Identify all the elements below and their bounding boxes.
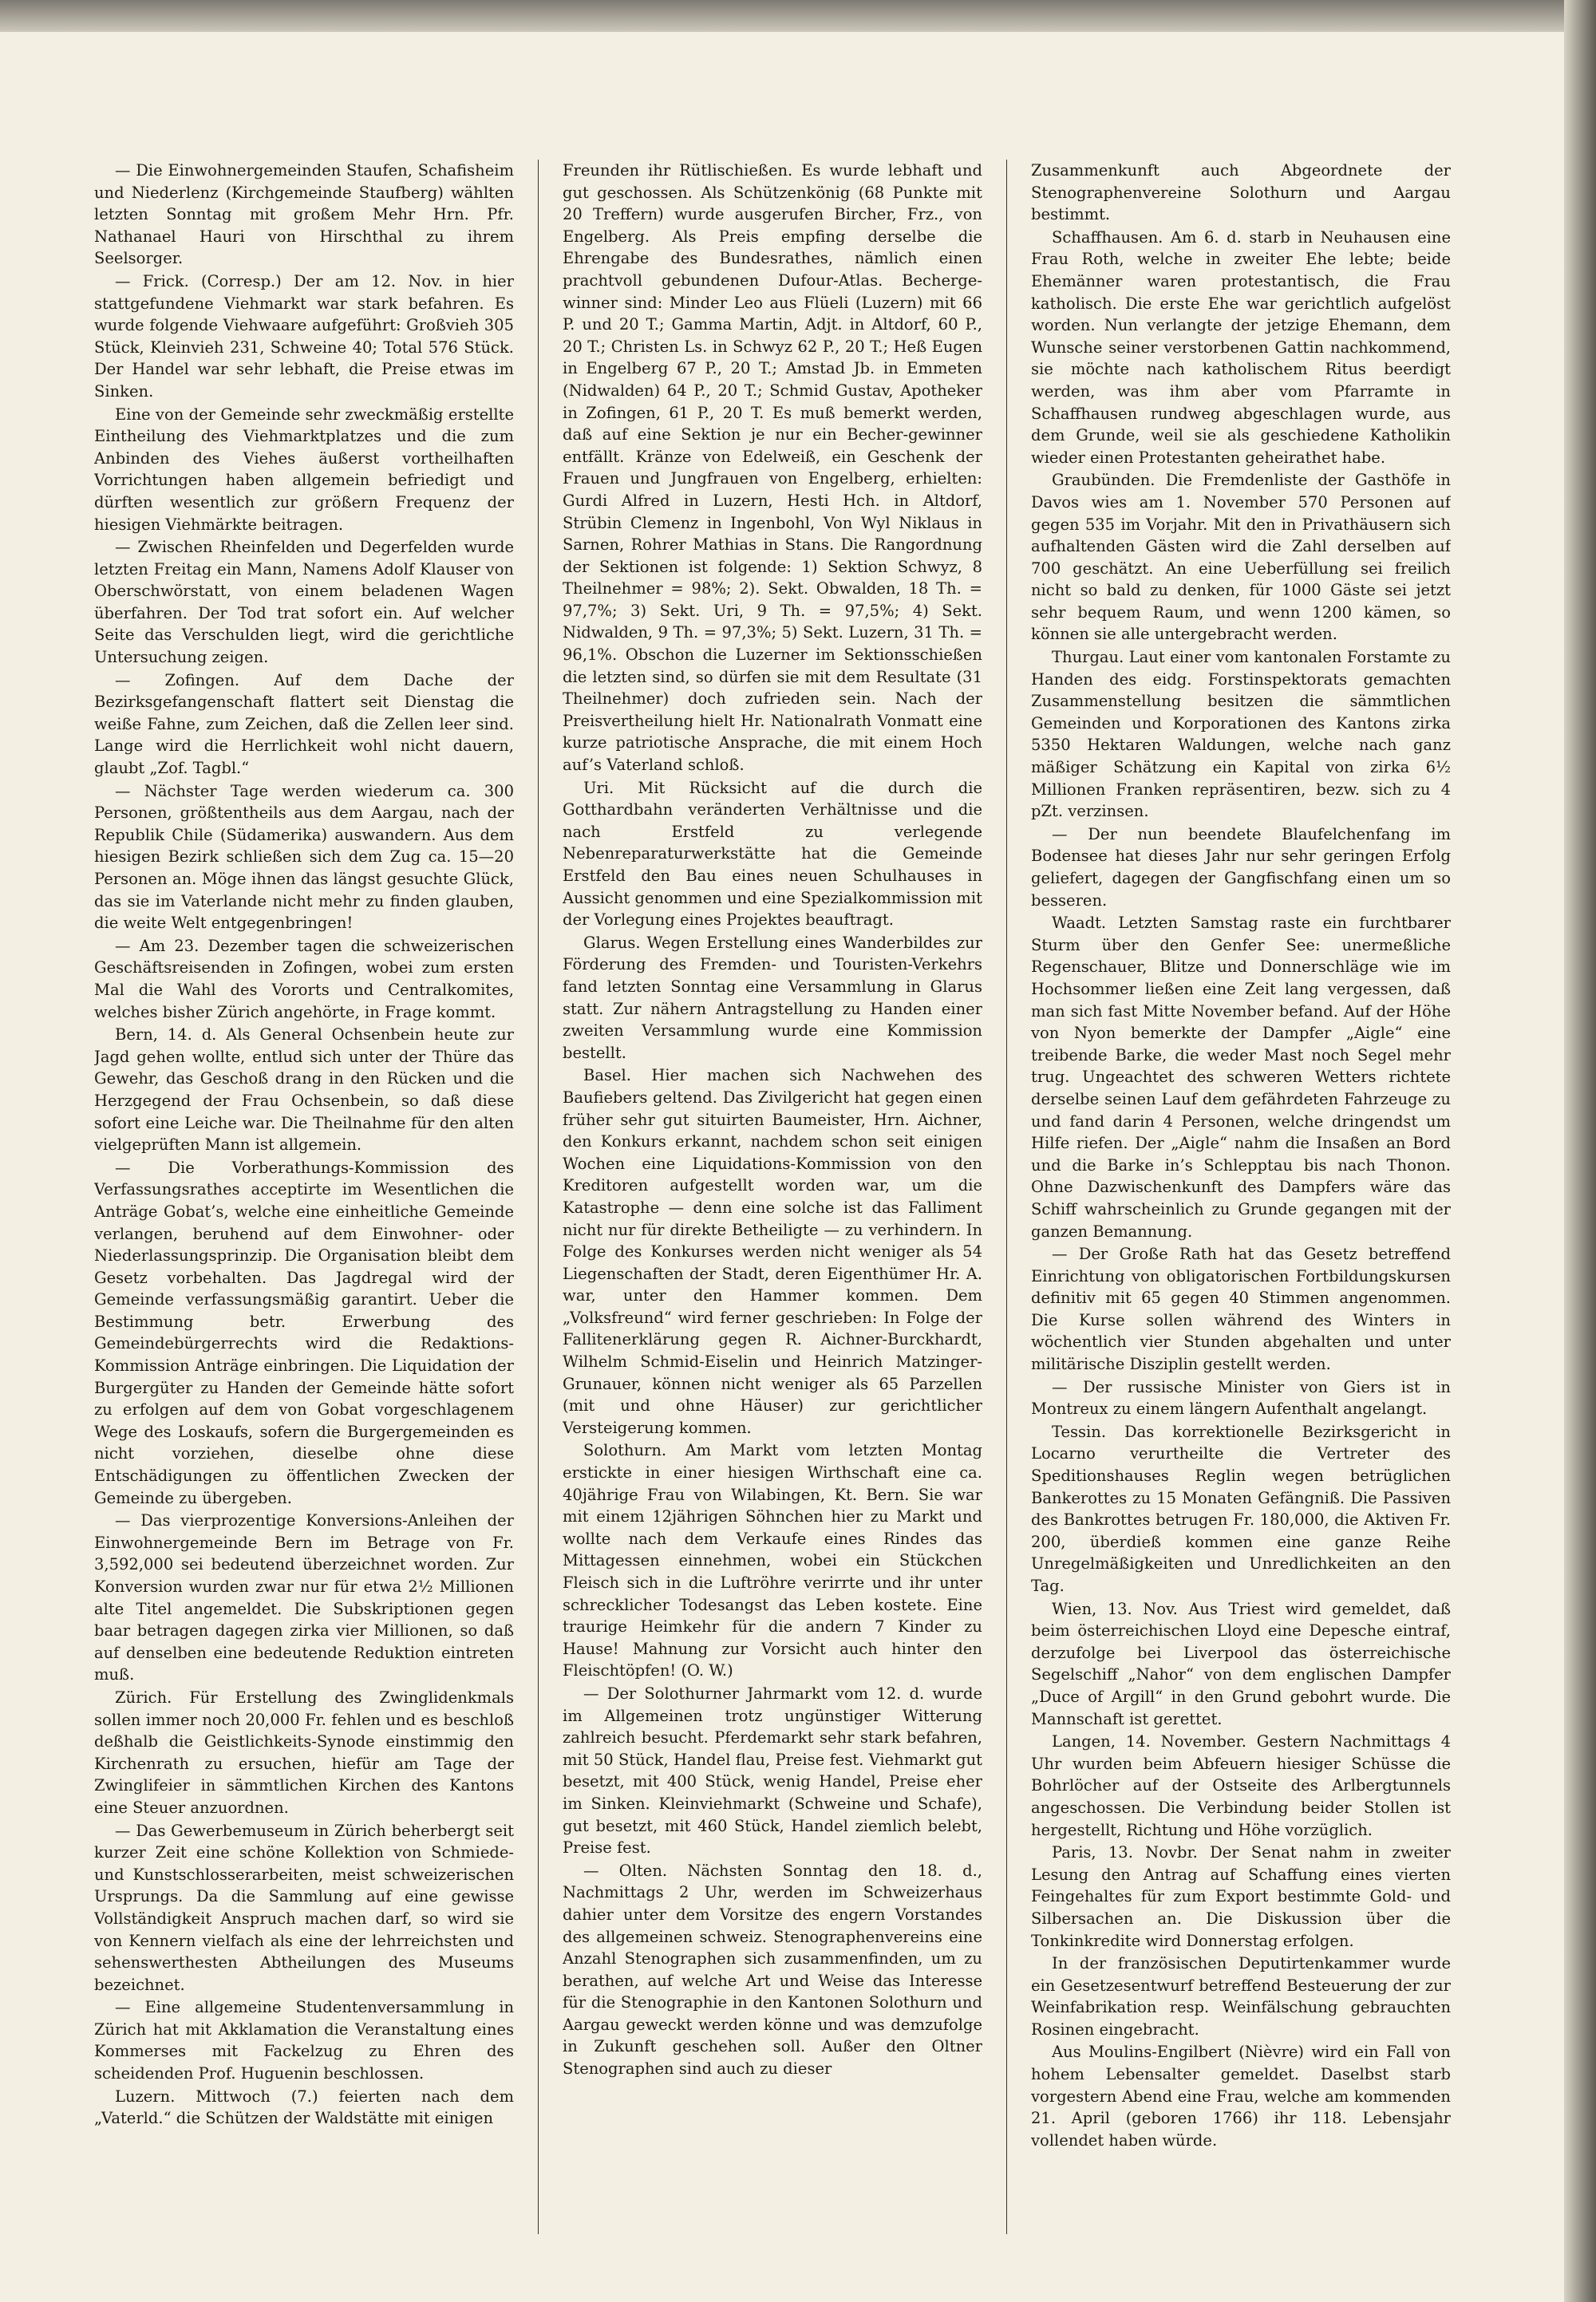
article-paragraph: Wien, 13. Nov. Aus Triest wird gemeldet, daß beim österreichischen Lloyd eine Depesche eintraf, derzufolge bei Liverpool das österreichische Segelschiff „Nahor“ von dem englischen Dampfer „Duce of Argill“ in den Grund gebohrt wurde. Die Mannschaft ist gerettet.: [1031, 1599, 1451, 1728]
article-paragraph: — Zofingen. Auf dem Dache der Bezirksgefangenschaft flattert seit Dienstag die weiße Fahne, zum Zeichen, daß die Zellen leer sind. Lange wird die Herrlichkeit wohl nicht dauern, glaubt „Zof. Tagbl.“: [94, 670, 514, 778]
article-paragraph: In der französischen Deputirtenkammer wurde ein Gesetzesentwurf betreffend Besteuerung der zur Weinfabrikation resp. Weinfälschung gebrauchten Rosinen eingebracht.: [1031, 1954, 1451, 2039]
article-paragraph: — Die Vorberathungs-Kommission des Verfassungsrathes acceptirte im Wesentlichen die Anträge Gobat’s, welche eine einheitliche Gemeinde verlangen, beruhend auf dem Einwohner- oder Niederlassungsprinzip. Die Organisation bleibt dem Gesetz vorbehalten. Das Jagdregal wird der Gemeinde verfassungsmäßig garantirt. Ueber die Bestimmung betr. Erwerbung des Gemeindebürgerrechts wird die Redaktions-Kommission Anträge einbringen. Die Liquidation der Burgergüter zu Handen der Gemeinde hätte sofort zu erfolgen auf dem von Gobat vorgeschlagenem Wege des Loskaufs, sofern die Burgergemeinden es nicht vorziehen, dieselbe ohne diese Entschädigungen zu öffentlichen Zwecken der Gemeinde zu übergeben.: [94, 1158, 514, 1507]
article-paragraph: Luzern. Mittwoch (7.) feierten nach dem „Vaterld.“ die Schützen der Waldstätte mit einigen: [94, 2087, 514, 2128]
article-paragraph: — Der russische Minister von Giers ist in Montreux zu einem längern Aufenthalt angelangt.: [1031, 1377, 1451, 1419]
article-paragraph: Freunden ihr Rütlischießen. Es wurde lebhaft und gut geschossen. Als Schützenkönig (68 Punkte mit 20 Treffern) wurde ausgerufen Bircher, Frz., von Engelberg. Als Preis empfing derselbe die Ehrengabe des Bundesrathes, nämlich einen prachtvoll gebundenen Dufour-Atlas. Becherge-winner sind: Minder Leo aus Flüeli (Luzern) mit 66 P. und 20 T.; Gamma Martin, Adjt. in Altdorf, 60 P., 20 T.; Christen Ls. in Schwyz 62 P., 20 T.; Heß Eugen in Engelberg 67 P., 20 T.; Amstad Jb. in Emmeten (Nidwalden) 64 P., 20 T.; Schmid Gustav, Apotheker in Zofingen, 61 P., 20 T. Es muß bemerkt werden, daß auf eine Sektion je nur ein Becher-gewinner entfällt. Kränze von Edelweiß, ein Geschenk der Frauen und Jungfrauen von Engelberg, erhielten: Gurdi Alfred in Luzern, Hesti Hch. in Altdorf, Strübin Clemenz in Ingenbohl, Von Wyl Niklaus in Sarnen, Rohrer Mathias in Stans. Die Rangordnung der Sektionen ist folgende: 1) Sektion Schwyz, 8 Theilnehmer = 98%; 2). Sekt. Obwalden, 18 Th. = 97,7%; 3) Sekt. Uri, 9 Th. = 97,5%; 4) Sekt. Nidwalden, 9 Th. = 97,3%; 5) Sekt. Luzern, 31 Th. = 96,1%. Obschon die Luzerner im Sektionsschießen die letzten sind, so dürfen sie mit dem Resultate (31 Theilnehmer) doch zufrieden sein. Nach der Preisvertheilung hielt Hr. Nationalrath Vonmatt eine kurze patriotische Ansprache, die mit einem Hoch auf’s Vaterland schloß.: [563, 161, 982, 775]
scan-top-edge: [0, 0, 1596, 32]
column-3: [1031, 160, 1451, 2234]
article-paragraph: Graubünden. Die Fremdenliste der Gasthöfe in Davos wies am 1. November 570 Personen auf gegen 535 im Vorjahr. Mit den in Privathäusern sich aufhaltenden Gästen wird die Zahl derselben auf 700 geschätzt. An eine Ueberfüllung sei freilich nicht so bald zu denken, für 1000 Gäste sei jetzt sehr bequem Raum, und wenn 1200 kämen, so können sie alle untergebracht werden.: [1031, 471, 1451, 644]
article-paragraph: Glarus. Wegen Erstellung eines Wanderbildes zur Förderung des Fremden- und Touristen-Verkehrs fand letzten Sonntag eine Versammlung in Glarus statt. Zur nähern Antragstellung zu Handen einer zweiten Versammlung wurde eine Kommission bestellt.: [563, 933, 982, 1062]
scan-right-edge: [1564, 0, 1596, 2302]
article-paragraph: — Eine allgemeine Studentenversammlung in Zürich hat mit Akklamation die Veranstaltung eines Kommerses mit Fackelzug zu Ehren des scheidenden Prof. Huguenin beschlossen.: [94, 1998, 514, 2083]
article-paragraph: Zürich. Für Erstellung des Zwinglidenkmals sollen immer noch 20,000 Fr. fehlen und es beschloß deßhalb die Geistlichkeits-Synode einstimmig den Kirchenrath zu ersuchen, hiefür am Tage der Zwinglifeier in sämmtlichen Kirchen des Kantons eine Steuer anzuordnen.: [94, 1688, 514, 1817]
column-divider: [1006, 160, 1007, 2234]
article-paragraph: — Zwischen Rheinfelden und Degerfelden wurde letzten Freitag ein Mann, Namens Adolf Klauser von Oberschwörstatt, von einem beladenen Wagen überfahren. Der Tod trat sofort ein. Auf welcher Seite das Verschulden liegt, wird die gerichtliche Untersuchung zeigen.: [94, 538, 514, 667]
article-paragraph: Solothurn. Am Markt vom letzten Montag erstickte in einer hiesigen Wirthschaft eine ca. 40jährige Frau von Wilabingen, Kt. Bern. Sie war mit einem 12jährigen Söhnchen hier zu Markt und wollte nach dem Verkaufe eines Rindes das Mittagessen einnehmen, wobei ein Stückchen Fleisch sich in die Luftröhre verirrte und ihr unter schrecklicher Todesangst das Leben kostete. Eine traurige Heimkehr für die andern 7 Kinder zu Hause! Mahnung zur Vorsicht auch hinter den Fleischtöpfen! (O. W.): [563, 1441, 982, 1680]
newspaper-page: [94, 160, 1451, 2234]
article-paragraph: Paris, 13. Novbr. Der Senat nahm in zweiter Lesung den Antrag auf Schaffung eines vierten Feingehaltes für zum Export bestimmte Gold- und Silbersachen an. Die Diskussion über die Tonkinkredite wird Donnerstag erfolgen.: [1031, 1843, 1451, 1950]
article-paragraph: — Der Große Rath hat das Gesetz betreffend Einrichtung von obligatorischen Fortbildungskursen definitiv mit 65 gegen 40 Stimmen angenommen. Die Kurse sollen während des Winters in wöchentlich vier Stunden abgehalten und unter militärische Disziplin gestellt werden.: [1031, 1245, 1451, 1374]
article-paragraph: Schaffhausen. Am 6. d. starb in Neuhausen eine Frau Roth, welche in zweiter Ehe lebte; beide Ehemänner waren protestantisch, die Frau katholisch. Die erste Ehe war gerichtlich aufgelöst worden. Nun verlangte der jetzige Ehemann, dem Wunsche seiner verstorbenen Gattin nachkommend, sie möchte nach katholischem Ritus beerdigt werden, was ihm aber vom Pfarramte in Schaffhausen rundweg abgeschlagen wurde, aus dem Grunde, weil sie als geschiedene Katholikin wieder einen Protestanten geheirathet habe.: [1031, 227, 1451, 467]
article-paragraph: Eine von der Gemeinde sehr zweckmäßig erstellte Eintheilung des Viehmarktplatzes und die zum Anbinden des Viehes äußerst vortheilhaften Vorrichtungen haben allgemein befriedigt und dürften wesentlich zur größern Frequenz der hiesigen Viehmärkte beitragen.: [94, 405, 514, 534]
column-divider: [538, 160, 539, 2234]
article-paragraph: — Frick. (Corresp.) Der am 12. Nov. in hier stattgefundene Viehmarkt war stark befahren. Es wurde folgende Viehwaare aufgeführt: Großvieh 305 Stück, Kleinvieh 231, Schweine 40; Total 576 Stück. Der Handel war sehr lebhaft, die Preise etwas im Sinken.: [94, 271, 514, 401]
article-paragraph: — Olten. Nächsten Sonntag den 18. d., Nachmittags 2 Uhr, werden im Schweizerhaus dahier unter dem Vorsitze des engern Vorstandes des allgemeinen schweiz. Stenographenvereins eine Anzahl Stenographen sich zusammenfinden, um zu berathen, auf welche Art und Weise das Interesse für die Stenographie in den Kantonen Solothurn und Aargau geweckt werden könne und was demzufolge in Zukunft geschehen soll. Außer den Oltner Stenographen sind auch zu dieser: [563, 1861, 982, 2079]
article-paragraph: — Der Solothurner Jahrmarkt vom 12. d. wurde im Allgemeinen trotz ungünstiger Witterung zahlreich besucht. Pferdemarkt sehr stark befahren, mit 50 Stück, Handel flau, Preise fest. Viehmarkt gut besetzt, mit 400 Stück, wenig Handel, Preise eher im Sinken. Kleinviehmarkt (Schweine und Schafe), gut besetzt, mit 460 Stück, Handel ziemlich belebt, Preise fest.: [563, 1684, 982, 1858]
article-paragraph: — Das Gewerbemuseum in Zürich beherbergt seit kurzer Zeit eine schöne Kollektion von Schmiede- und Kunstschlosserarbeiten, meist schweizerischen Ursprungs. Da die Sammlung auf eine gewisse Vollständigkeit Anspruch machen darf, so wird sie von Kennern vielfach als eine der lehrreichsten und sehenswerthesten Abtheilungen des Museums bezeichnet.: [94, 1821, 514, 1994]
article-paragraph: — Die Einwohnergemeinden Staufen, Schafisheim und Niederlenz (Kirchgemeinde Staufberg) wählten letzten Sonntag mit großem Mehr Hrn. Pfr. Nathanael Hauri von Hirschthal zu ihrem Seelsorger.: [94, 161, 514, 268]
article-paragraph: Langen, 14. November. Gestern Nachmittags 4 Uhr wurden beim Abfeuern hiesiger Schüsse die Bohrlöcher auf der Ostseite des Arlbergtunnels angeschossen. Die Verbindung beider Stollen ist hergestellt, Richtung und Höhe vorzüglich.: [1031, 1732, 1451, 1839]
article-paragraph: Bern, 14. d. Als General Ochsenbein heute zur Jagd gehen wollte, entlud sich unter der Thüre das Gewehr, das Geschoß drang in den Rücken und die Herzgegend der Frau Ochsenbein, so daß diese sofort eine Leiche war. Die Theilnahme für den alten vielgeprüften Mann ist allgemein.: [94, 1025, 514, 1155]
article-paragraph: Uri. Mit Rücksicht auf die durch die Gotthardbahn veränderten Verhältnisse und die nach Erstfeld zu verlegende Nebenreparaturwerkstätte hat die Gemeinde Erstfeld den Bau eines neuen Schulhauses in Aussicht genommen und eine Spezialkommission mit der Vorlegung eines Projektes beauftragt.: [563, 778, 982, 930]
article-paragraph: Tessin. Das korrektionelle Bezirksgericht in Locarno verurtheilte die Vertreter des Speditionshauses Reglin wegen betrüglichen Bankerottes zu 15 Monaten Gefängniß. Die Passiven des Bankrottes betrugen Fr. 180,000, die Aktiven Fr. 200, überdieß kommen eine ganze Reihe Unregelmäßigkeiten und Unredlichkeiten an den Tag.: [1031, 1422, 1451, 1595]
article-paragraph: Zusammenkunft auch Abgeordnete der Stenographenvereine Solothurn und Aargau bestimmt.: [1031, 161, 1451, 224]
article-paragraph: — Der nun beendete Blaufelchenfang im Bodensee hat dieses Jahr nur sehr geringen Erfolg geliefert, dagegen der Gangfischfang einen um so besseren.: [1031, 824, 1451, 910]
article-paragraph: Thurgau. Laut einer vom kantonalen Forstamte zu Handen des eidg. Forstinspektorats gemachten Zusammenstellung besitzen die sämmtlichen Gemeinden und Korporationen des Kantons zirka 5350 Hektaren Waldungen, welche nach ganz mäßiger Schätzung ein Kapital von zirka 6½ Millionen Franken repräsentiren, bezw. sich zu 4 pZt. verzinsen.: [1031, 648, 1451, 821]
article-paragraph: Waadt. Letzten Samstag raste ein furchtbarer Sturm über den Genfer See: unermeßliche Regenschauer, Blitze und Donnerschläge wie im Hochsommer ließen eine Zeit lang vergessen, daß man sich fast Mitte November befand. Auf der Höhe von Nyon bemerkte der Dampfer „Aigle“ eine treibende Barke, die weder Mast noch Segel mehr trug. Ungeachtet des schweren Wetters richtete derselbe seinen Lauf dem gefährdeten Fahrzeuge zu und fand darin 4 Personen, welche dringendst um Hilfe riefen. Der „Aigle“ nahm die Insaßen an Bord und die Barke in’s Schlepptau bis nach Thonon. Ohne Dazwischenkunft des Dampfers wäre das Schiff wahrscheinlich zu Grunde gegangen mit der ganzen Bemannung.: [1031, 914, 1451, 1241]
column-1: [94, 160, 514, 2234]
article-paragraph: — Nächster Tage werden wiederum ca. 300 Personen, größtentheils aus dem Aargau, nach der Republik Chile (Südamerika) auswandern. Aus dem hiesigen Bezirk schließen sich dem Zug ca. 15—20 Personen an. Möge ihnen das längst gesuchte Glück, das sie im Vaterlande nicht mehr zu finden glauben, die weite Welt entgegenbringen!: [94, 781, 514, 933]
column-2: [563, 160, 982, 2234]
article-paragraph: Aus Moulins-Engilbert (Nièvre) wird ein Fall von hohem Lebensalter gemeldet. Daselbst starb vorgestern Abend eine Frau, welche am kommenden 21. April (geboren 1766) ihr 118. Lebensjahr vollendet haben würde.: [1031, 2043, 1451, 2150]
article-paragraph: — Am 23. Dezember tagen die schweizerischen Geschäftsreisenden in Zofingen, wobei zum ersten Mal die Wahl des Vororts und Centralkomites, welches bisher Zürich angehörte, in Frage kommt.: [94, 936, 514, 1021]
article-paragraph: Basel. Hier machen sich Nachwehen des Baufiebers geltend. Das Zivilgericht hat gegen einen früher sehr gut situirten Baumeister, Hrn. Aichner, den Konkurs erkannt, nachdem schon seit einigen Wochen eine Liquidations-Kommission von den Kreditoren aufgestellt worden war, um die Katastrophe — denn eine solche ist das Falliment nicht nur für direkte Betheiligte — zu verhindern. In Folge des Konkurses werden nicht weniger als 54 Liegenschaften der Stadt, deren Eigenthümer Hr. A. war, unter den Hammer kommen. Dem „Volksfreund“ wird ferner geschrieben: In Folge der Fallitenerklärung gegen R. Aichner-Burckhardt, Wilhelm Schmid-Eiselin und Heinrich Matzinger-Grunauer, können nicht weniger als 65 Parzellen (mit und ohne Häuser) zur gerichtlicher Versteigerung kommen.: [563, 1066, 982, 1437]
article-paragraph: — Das vierprozentige Konversions-Anleihen der Einwohnergemeinde Bern im Betrage von Fr. 3,592,000 sei bedeutend überzeichnet worden. Zur Konversion wurden zwar nur für etwa 2½ Millionen alte Titel angemeldet. Die Subskriptionen gegen baar betragen dagegen zirka vier Millionen, so daß auf denselben eine bedeutende Reduktion eintreten muß.: [94, 1511, 514, 1684]
